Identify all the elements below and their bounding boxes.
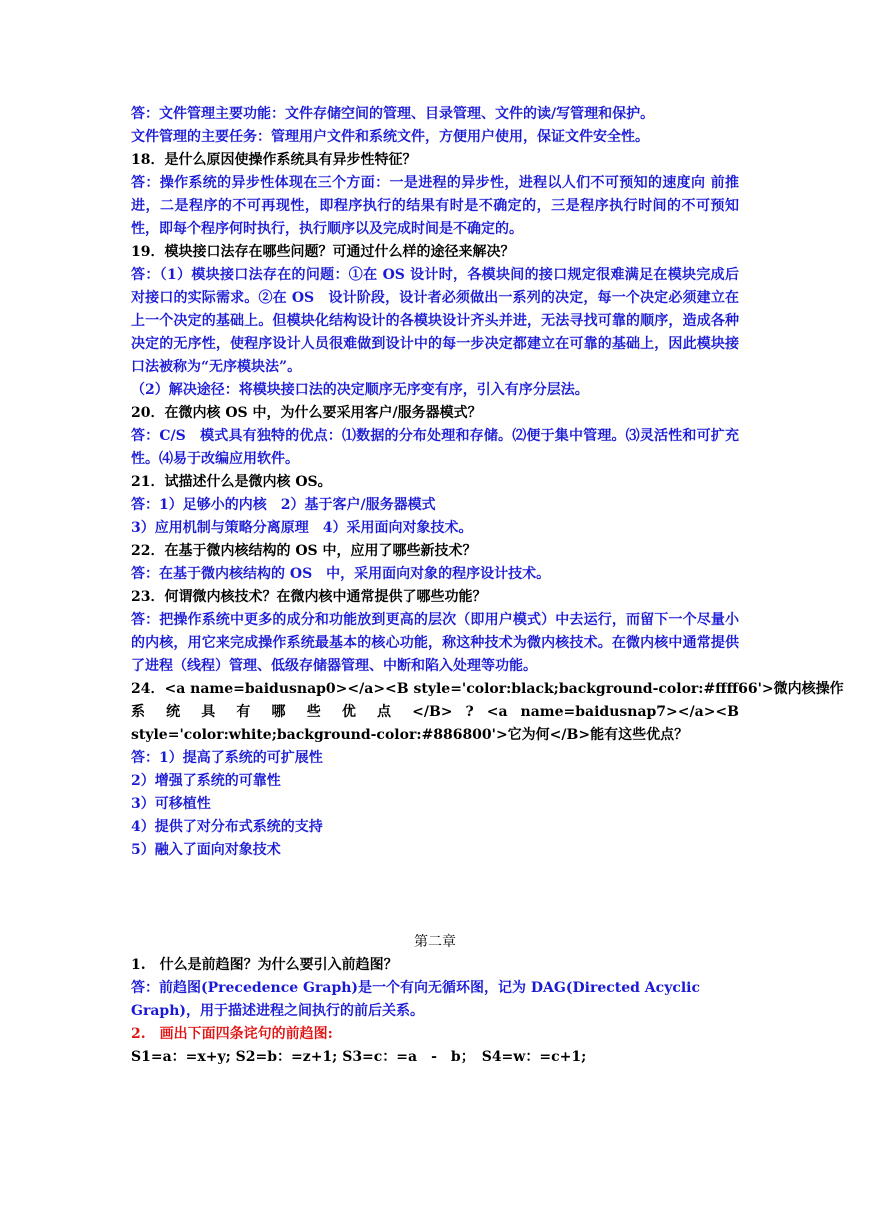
question-24-line3: style='color:white;background-color:#886800'>它为何</B>能有这些优点？ — [131, 727, 689, 743]
chapter2-question-1: 1. 什么是前趋图？为什么要引入前趋图？ — [131, 957, 398, 973]
q24-answer-item: 答：1）提高了系统的可扩展性 — [131, 750, 323, 766]
question-20: 20．在微内核 OS 中，为什么要采用客户/服务器模式？ — [131, 405, 482, 421]
chapter2-q1-answer-part1: 答：前趋图(Precedence Graph)是一个有向无循环图，记为 DAG(Directed Acyclic — [131, 980, 701, 996]
chapter-title: 第二章 — [414, 934, 456, 950]
q23-answer: 答：把操作系统中更多的成分和功能放到更高的层次（即用户模式）中去运行，而留下一个尽量小的内核，用它来完成操作系统最基本的核心功能，称这种技术为微内核技术。在微内核中通常提供了进程（线程）管理、低级存储器管理、中断和陷入处理等功能。 — [131, 612, 739, 674]
chapter2-q2-statements: S1=a：=x+y; S2=b：=z+1; S3=c：=a - b； S4=w：=c+1; — [131, 1049, 587, 1065]
q18-answer: 答：操作系统的异步性体现在三个方面：一是进程的异步性，进程以人们不可预知的速度向 前推进，二是程序的不可再现性，即程序执行的结果有时是不确定的，三是程序执行时间的不可预知性，即每个程序何时执行，执行顺序以及完成时间是不确定的。 — [131, 175, 739, 237]
q24-answer-item: 2）增强了系统的可靠性 — [131, 773, 281, 789]
chapter2-q1-answer-part2: Graph)，用于描述进程之间执行的前后关系。 — [131, 1003, 424, 1019]
q19-answer-solution: （2）解决途径：将模块接口法的决定顺序无序变有序，引入有序分层法。 — [131, 382, 589, 398]
question-23: 23．何谓微内核技术？在微内核中通常提供了哪些功能？ — [131, 589, 487, 605]
question-22: 22．在基于微内核结构的 OS 中，应用了哪些新技术？ — [131, 543, 477, 559]
q20-answer: 答：C/S 模式具有独特的优点：⑴数据的分布处理和存储。⑵便于集中管理。⑶灵活性和可扩充性。⑷易于改编应用软件。 — [131, 428, 739, 467]
question-18: 18．是什么原因使操作系统具有异步性特征？ — [131, 152, 417, 168]
q17-answer-tasks: 文件管理的主要任务：管理用户文件和系统文件，方便用户使用，保证文件安全性。 — [131, 129, 649, 145]
question-24-line2: 系 统 具 有 哪 些 优 点 </B> ? <a name=baidusnap7></a><B — [131, 704, 739, 720]
q19-answer-problems: 答：（1）模块接口法存在的问题：①在 OS 设计时，各模块间的接口规定很难满足在模块完成后对接口的实际需求。②在 OS 设计阶段，设计者必须做出一系列的决定，每一个决定必须建立在上一个决定的基础上。但模块化结构设计的各模块设计齐头并进，无法寻找可靠的顺序，造成各种决定的无序性，使程序设计人员很难做到设计中的每一步决定都建立在可靠的基础上，因此模块接口法被称为“无序模块法”。 — [131, 267, 739, 375]
document-page — [131, 103, 844, 1069]
q24-answer-item: 4）提供了对分布式系统的支持 — [131, 819, 323, 835]
q21-answer-part2: 3）应用机制与策略分离原理 4）采用面向对象技术。 — [131, 520, 473, 536]
q17-answer-functions: 答：文件管理主要功能：文件存储空间的管理、目录管理、文件的读/写管理和保护。 — [131, 106, 655, 122]
question-24-line1: 24．<a name=baidusnap0></a><B style='color:black;background-color:#ffff66'>微内核操作 — [131, 681, 844, 697]
q21-answer-part1: 答：1）足够小的内核 2）基于客户/服务器模式 — [131, 497, 436, 513]
chapter2-question-2: 2. 画出下面四条诧句的前趋图: — [131, 1026, 333, 1042]
q24-answer-item: 3）可移植性 — [131, 796, 211, 812]
section-gap — [131, 862, 739, 931]
question-21: 21．试描述什么是微内核 OS。 — [131, 474, 332, 490]
question-19: 19．模块接口法存在哪些问题？可通过什么样的途径来解决？ — [131, 244, 515, 260]
q24-answer-item: 5）融入了面向对象技术 — [131, 842, 281, 858]
q22-answer: 答：在基于微内核结构的 OS 中，采用面向对象的程序设计技术。 — [131, 566, 551, 582]
